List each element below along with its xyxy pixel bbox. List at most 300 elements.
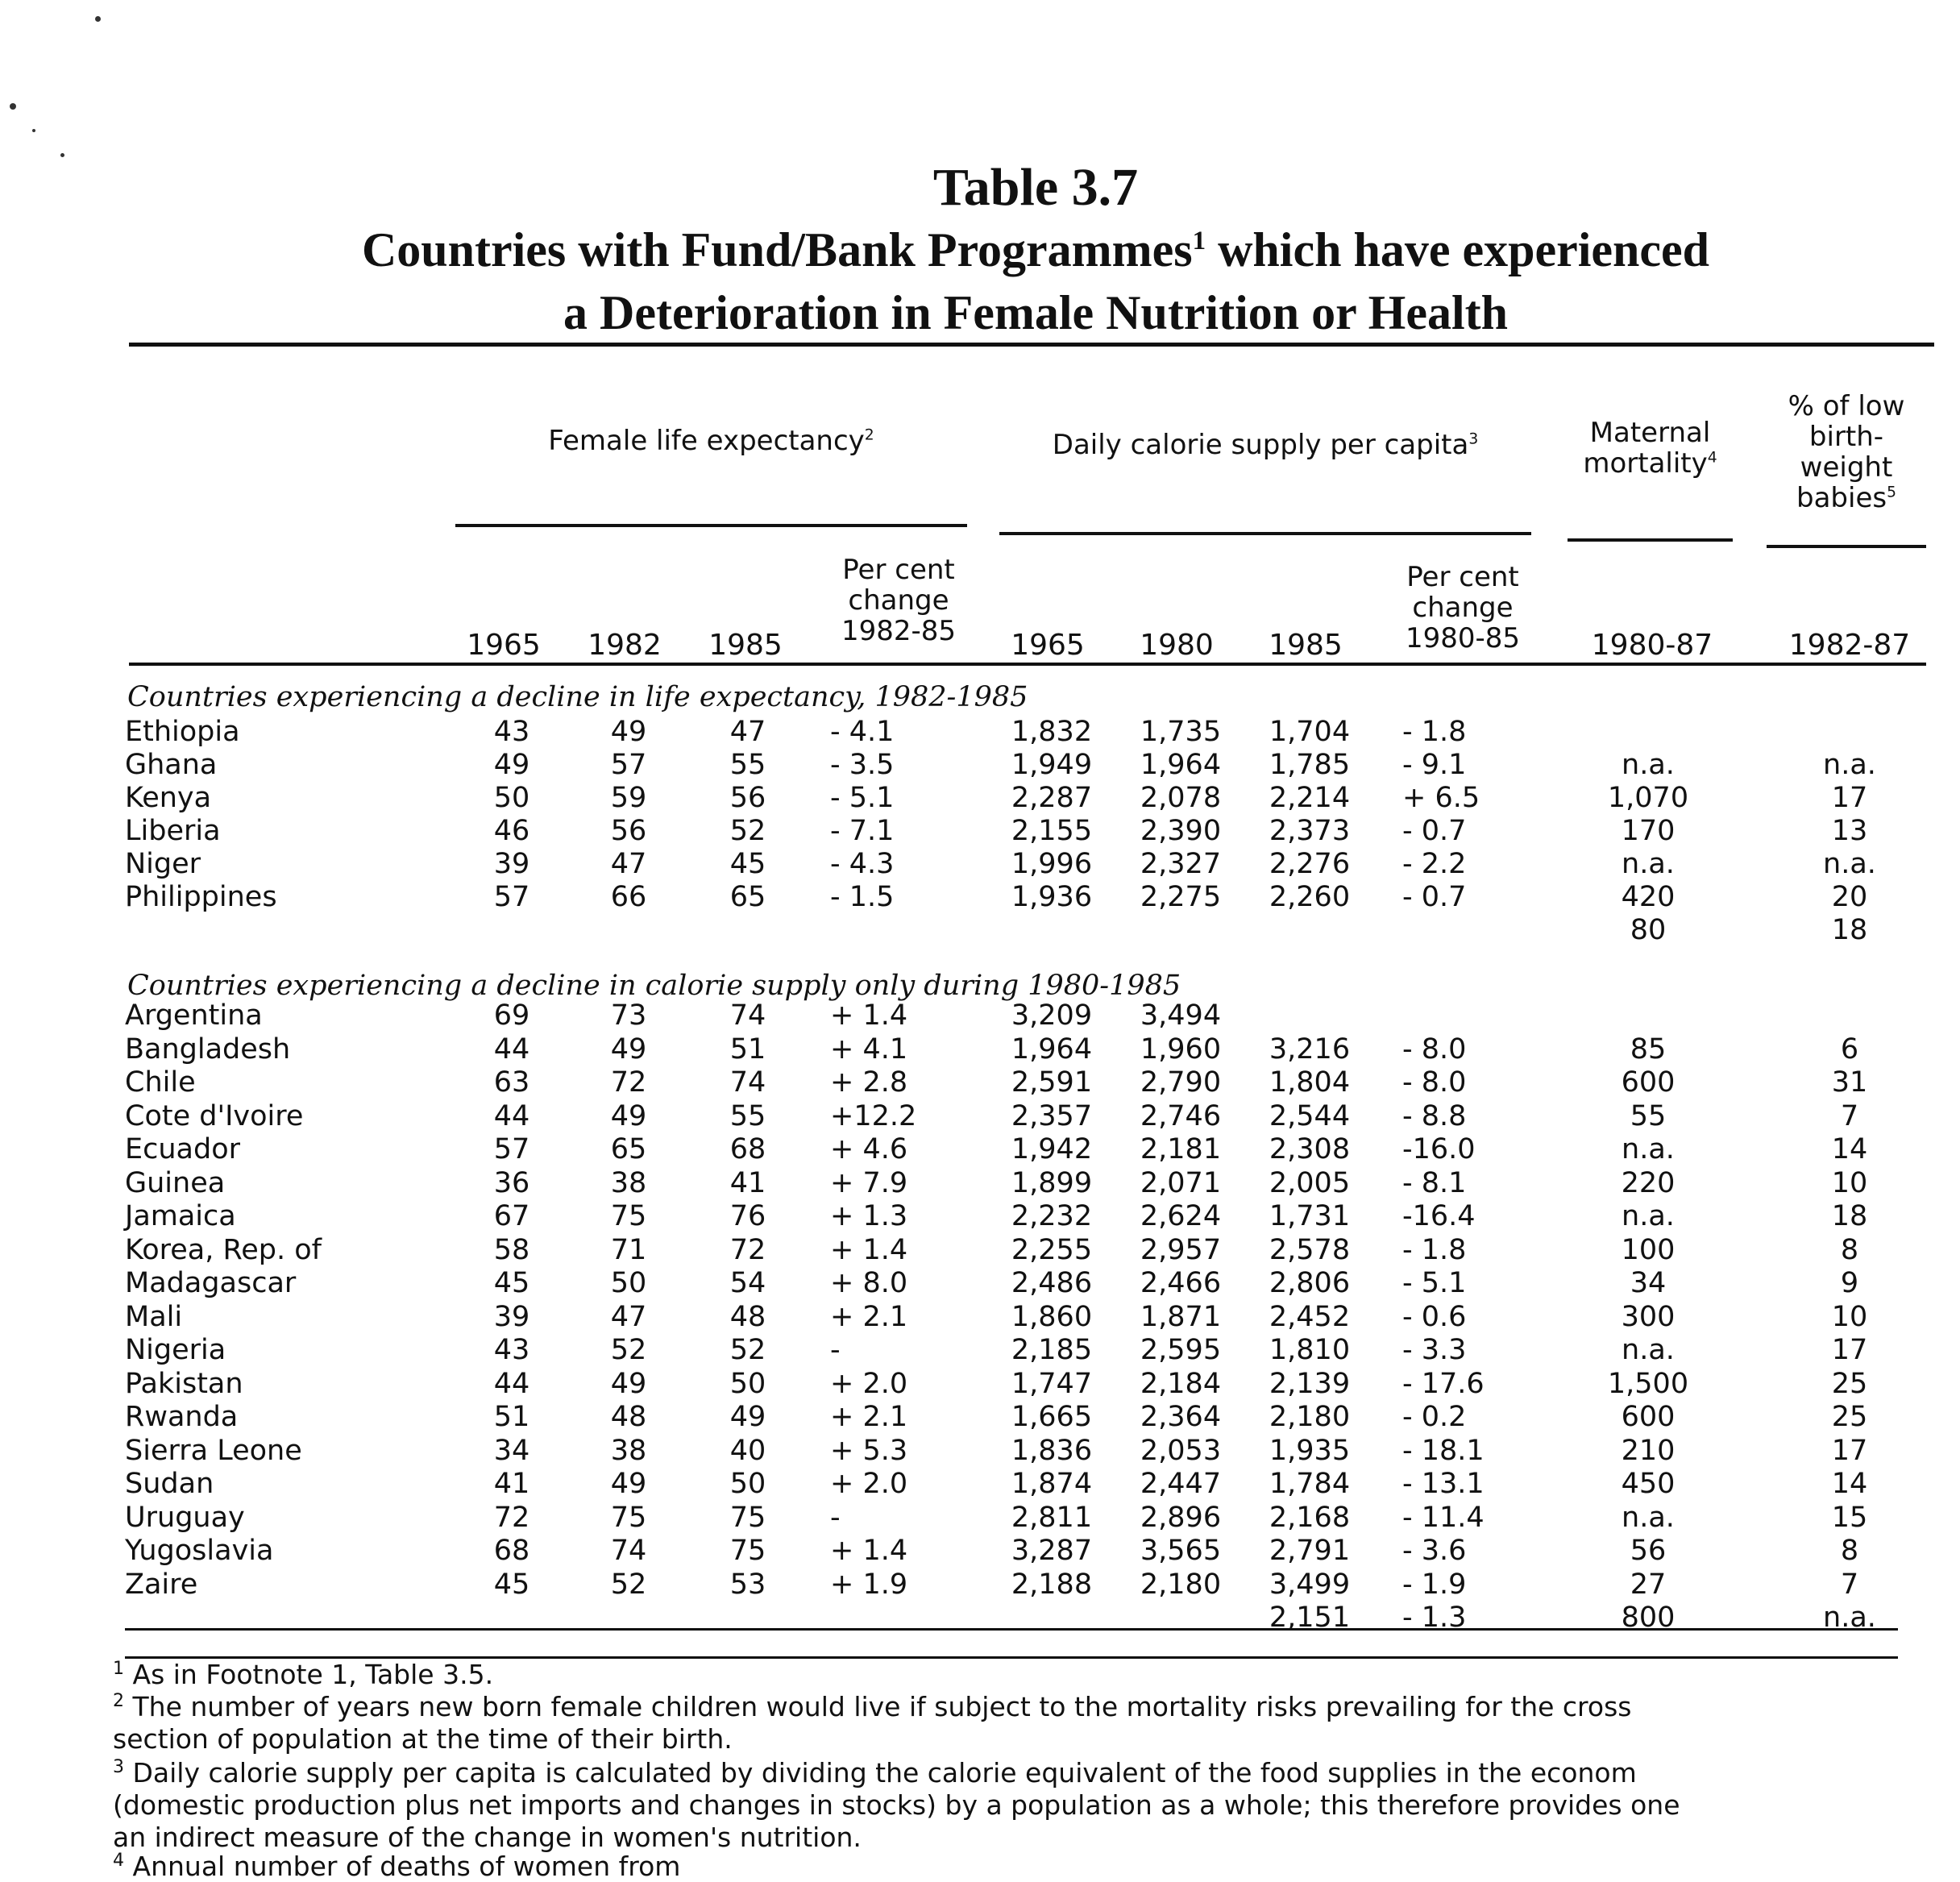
cell-cal-1965: 1,949 [1011, 749, 1093, 781]
cell-cal-1965: 1,996 [1011, 848, 1093, 880]
title-line-1: Countries with Fund/Bank Programmes$^1$ which have experienced [361, 223, 1710, 276]
cell-cal-1965: 1,665 [1011, 1401, 1093, 1433]
cell-cal-1985: 1,704 [1269, 716, 1351, 748]
cell-cal-1985: 1,810 [1269, 1334, 1351, 1366]
cell-cal-1965: 2,591 [1011, 1066, 1093, 1099]
top-rule [129, 343, 1934, 347]
cell-life-1985: 53 [729, 1568, 766, 1601]
cell-life-1982: 48 [610, 1401, 647, 1433]
cell-cal-1965: 1,936 [1011, 881, 1093, 913]
cell-cal-1980: 2,957 [1140, 1233, 1222, 1266]
cell-life-1985: 51 [729, 1032, 766, 1066]
cell-life-1982: 52 [610, 1568, 647, 1601]
group-rule-calorie [999, 532, 1531, 535]
header-rule [129, 663, 1926, 666]
cell-life-pct: + 2.0 [830, 1367, 908, 1400]
country-name: Korea, Rep. of [125, 1233, 322, 1266]
cell-cal-1965: 1,899 [1011, 1166, 1093, 1199]
cell-life-1982: 49 [610, 716, 647, 748]
cell-cal-1965: 1,836 [1011, 1434, 1093, 1467]
cell-life-1982: 56 [610, 815, 647, 847]
cell-life-pct: - 3.5 [830, 749, 895, 781]
country-name: Chile [125, 1066, 196, 1099]
cell-cal-pct: - 13.1 [1402, 1468, 1485, 1500]
cell-cal-1965: 1,860 [1011, 1300, 1093, 1333]
cell-cal-1985: 1,785 [1269, 749, 1351, 781]
cell-life-1965: 45 [493, 1568, 530, 1601]
cell-cal-pct: - 3.3 [1402, 1334, 1467, 1366]
cell-cal-1980: 2,896 [1140, 1501, 1222, 1534]
footnote-4: $^4$ Annual number of deaths of women from [113, 1851, 681, 1882]
country-name: Sierra Leone [125, 1434, 302, 1467]
cell-life-pct: - 7.1 [830, 815, 895, 847]
cell-life-1985: 75 [729, 1501, 766, 1534]
cell-cal-1965: 1,874 [1011, 1468, 1093, 1500]
cell-lbw: 6 [1840, 1032, 1859, 1066]
cell-life-pct: + 2.8 [830, 1066, 908, 1099]
cell-life-1985: 76 [729, 1200, 766, 1232]
cell-lbw: 8 [1840, 1535, 1859, 1567]
cell-life-1965: 49 [493, 749, 530, 781]
year-header-maternal: 1980-87 [1591, 629, 1713, 662]
cell-life-1982: 66 [610, 881, 647, 913]
cell-maternal: 85 [1630, 1032, 1667, 1066]
cell-lbw: n.a. [1823, 848, 1876, 880]
cell-life-1982: 49 [610, 1032, 647, 1066]
cell-life-pct: + 2.1 [830, 1401, 908, 1433]
country-name: Niger [125, 848, 201, 880]
cell-life-1985: 50 [729, 1468, 766, 1500]
cell-life-1982: 38 [610, 1434, 647, 1467]
cell-lbw: 18 [1831, 914, 1868, 946]
cell-life-1965: 69 [493, 999, 530, 1032]
cell-life-1985: 48 [729, 1300, 766, 1333]
cell-life-1985: 74 [729, 999, 766, 1032]
cell-life-1985: 47 [729, 716, 766, 748]
cell-life-1982: 52 [610, 1334, 647, 1366]
cell-cal-1980: 2,184 [1140, 1367, 1222, 1400]
cell-cal-pct: - 18.1 [1402, 1434, 1485, 1467]
cell-life-1965: 44 [493, 1367, 530, 1400]
cell-cal-1985: 3,216 [1269, 1032, 1351, 1066]
cell-cal-1980: 2,275 [1140, 881, 1222, 913]
cell-cal-1980: 2,447 [1140, 1468, 1222, 1500]
cell-cal-1980: 2,053 [1140, 1434, 1222, 1467]
country-name: Liberia [125, 815, 221, 847]
cell-life-1982: 73 [610, 999, 647, 1032]
cell-lbw: 25 [1831, 1367, 1868, 1400]
cell-cal-1980: 2,390 [1140, 815, 1222, 847]
cell-cal-1965: 2,486 [1011, 1267, 1093, 1299]
cell-life-pct: + 1.3 [830, 1200, 908, 1232]
cell-cal-1980: 1,735 [1140, 716, 1222, 748]
cell-cal-pct: - 0.7 [1402, 815, 1467, 847]
cell-life-1982: 72 [610, 1066, 647, 1099]
cell-maternal: 450 [1621, 1468, 1676, 1500]
header-pct-change-calorie: Per cent change 1980-85 [1405, 561, 1521, 654]
cell-life-1985: 52 [729, 815, 766, 847]
cell-life-1965: 57 [493, 1133, 530, 1165]
cell-life-1965: 39 [493, 848, 530, 880]
cell-maternal: 300 [1621, 1300, 1676, 1333]
cell-cal-1980: 2,078 [1140, 782, 1222, 814]
cell-life-1982: 75 [610, 1501, 647, 1534]
cell-cal-1965: 2,357 [1011, 1099, 1093, 1132]
cell-life-1985: 65 [729, 881, 766, 913]
cell-cal-pct: - 5.1 [1402, 1267, 1467, 1299]
cell-cal-1980: 1,960 [1140, 1032, 1222, 1066]
cell-life-pct: + 8.0 [830, 1267, 908, 1299]
cell-cal-1985: 1,784 [1269, 1468, 1351, 1500]
cell-life-pct: + 1.4 [830, 1233, 908, 1266]
country-name: Ghana [125, 749, 218, 781]
cell-cal-1985: 2,151 [1269, 1602, 1351, 1634]
cell-cal-1965: 2,232 [1011, 1200, 1093, 1232]
cell-lbw: n.a. [1823, 749, 1876, 781]
title-line-2: a Deterioration in Female Nutrition or Health [563, 286, 1508, 339]
cell-cal-pct: - 0.6 [1402, 1300, 1467, 1333]
cell-life-pct: + 2.1 [830, 1300, 908, 1333]
table-title [121, 157, 1950, 344]
cell-cal-1985: 2,005 [1269, 1166, 1351, 1199]
cell-cal-1965: 3,209 [1011, 999, 1093, 1032]
country-name: Jamaica [125, 1200, 236, 1232]
cell-maternal: 600 [1621, 1401, 1676, 1433]
cell-cal-pct: - 8.8 [1402, 1099, 1467, 1132]
year-header-life-1965: 1965 [467, 629, 541, 662]
cell-cal-pct: + 6.5 [1402, 782, 1480, 814]
cell-cal-1965: 2,185 [1011, 1334, 1093, 1366]
cell-cal-1980: 2,746 [1140, 1099, 1222, 1132]
cell-maternal: 80 [1630, 914, 1667, 946]
cell-life-pct: +12.2 [830, 1099, 917, 1132]
cell-maternal: n.a. [1622, 749, 1675, 781]
country-name: Zaire [125, 1568, 198, 1601]
cell-cal-1965: 1,747 [1011, 1367, 1093, 1400]
cell-cal-1985: 2,276 [1269, 848, 1351, 880]
cell-lbw: 31 [1831, 1066, 1868, 1099]
scan-speck [95, 16, 101, 22]
cell-life-1985: 54 [729, 1267, 766, 1299]
cell-life-1985: 40 [729, 1434, 766, 1467]
cell-cal-pct: - 1.8 [1402, 716, 1467, 748]
cell-life-1965: 43 [493, 716, 530, 748]
cell-cal-pct: - 1.8 [1402, 1233, 1467, 1266]
scan-speck [60, 153, 64, 157]
cell-cal-1965: 2,155 [1011, 815, 1093, 847]
cell-life-1982: 49 [610, 1468, 647, 1500]
cell-cal-1985: 2,544 [1269, 1099, 1351, 1132]
cell-life-1965: 63 [493, 1066, 530, 1099]
section-title-calorie-decline: Countries experiencing a decline in calorie supply only during 1980-1985 [127, 970, 1181, 1002]
cell-life-1982: 59 [610, 782, 647, 814]
cell-life-1982: 71 [610, 1233, 647, 1266]
cell-cal-pct: - 0.7 [1402, 881, 1467, 913]
cell-cal-1985: 1,935 [1269, 1434, 1351, 1467]
country-name: Rwanda [125, 1401, 239, 1433]
footnote-3-cont-2: an indirect measure of the change in women's nutrition. [113, 1822, 862, 1853]
cell-lbw: 17 [1831, 782, 1868, 814]
cell-life-1965: 44 [493, 1099, 530, 1132]
cell-lbw: 18 [1831, 1200, 1868, 1232]
cell-life-pct: - 1.5 [830, 881, 895, 913]
header-female-life-expectancy: Female life expectancy$^2$ [548, 425, 874, 457]
cell-cal-1985: 2,791 [1269, 1535, 1351, 1567]
cell-lbw: 15 [1831, 1501, 1868, 1534]
country-name: Bangladesh [125, 1032, 291, 1066]
cell-cal-pct: - 1.3 [1402, 1602, 1467, 1634]
group-rule-life [455, 524, 967, 527]
cell-cal-pct: - 9.1 [1402, 749, 1467, 781]
country-name: Argentina [125, 999, 263, 1032]
cell-cal-pct: - 11.4 [1402, 1501, 1485, 1534]
cell-life-1985: 75 [729, 1535, 766, 1567]
cell-cal-1980: 3,494 [1140, 999, 1222, 1032]
cell-lbw: 7 [1840, 1568, 1859, 1601]
cell-cal-pct: - 17.6 [1402, 1367, 1485, 1400]
cell-lbw: 9 [1840, 1267, 1859, 1299]
country-name: Mali [125, 1300, 183, 1333]
cell-life-1965: 34 [493, 1434, 530, 1467]
cell-cal-1980: 2,181 [1140, 1133, 1222, 1165]
cell-cal-1980: 2,595 [1140, 1334, 1222, 1366]
cell-maternal: 170 [1621, 815, 1676, 847]
cell-maternal: 1,070 [1607, 782, 1689, 814]
cell-life-pct: + 5.3 [830, 1434, 908, 1467]
cell-life-1965: 72 [493, 1501, 530, 1534]
cell-cal-1985: 2,180 [1269, 1401, 1351, 1433]
cell-life-pct: + 2.0 [830, 1468, 908, 1500]
cell-cal-1985: 2,260 [1269, 881, 1351, 913]
footnote-1: $^1$ As in Footnote 1, Table 3.5. [113, 1659, 494, 1690]
footnote-3-cont: (domestic production plus net imports and changes in stocks) by a population as a whole; this therefore provides one [113, 1789, 1680, 1821]
header-low-birth-weight: % of low birth- weight babies$^5$ [1788, 390, 1905, 514]
cell-life-pct: + 4.6 [830, 1133, 908, 1165]
cell-cal-pct: - 8.0 [1402, 1032, 1467, 1066]
footnote-2: $^2$ The number of years new born female children would live if subject to the mortality risks prevailing for the cross [113, 1691, 1632, 1722]
cell-life-pct: - 5.1 [830, 782, 895, 814]
header-daily-calorie-supply: Daily calorie supply per capita$^3$ [1052, 429, 1479, 461]
cell-life-1965: 45 [493, 1267, 530, 1299]
cell-maternal: n.a. [1622, 848, 1675, 880]
cell-cal-pct: - 3.6 [1402, 1535, 1467, 1567]
cell-cal-1985: 2,214 [1269, 782, 1351, 814]
cell-life-1985: 45 [729, 848, 766, 880]
cell-life-1982: 49 [610, 1099, 647, 1132]
cell-maternal: n.a. [1622, 1133, 1675, 1165]
cell-maternal: n.a. [1622, 1334, 1675, 1366]
cell-cal-1980: 3,565 [1140, 1535, 1222, 1567]
year-header-cal-1980: 1980 [1140, 629, 1214, 662]
cell-cal-1965: 2,811 [1011, 1501, 1093, 1534]
cell-cal-1980: 2,364 [1140, 1401, 1222, 1433]
cell-cal-1965: 1,942 [1011, 1133, 1093, 1165]
cell-maternal: 220 [1621, 1166, 1676, 1199]
cell-life-1982: 75 [610, 1200, 647, 1232]
cell-cal-1965: 2,287 [1011, 782, 1093, 814]
cell-life-pct: - [830, 1334, 841, 1366]
cell-life-pct: - 4.3 [830, 848, 895, 880]
cell-cal-pct: - 1.9 [1402, 1568, 1467, 1601]
cell-life-1985: 68 [729, 1133, 766, 1165]
cell-life-1985: 52 [729, 1334, 766, 1366]
cell-cal-1985: 2,139 [1269, 1367, 1351, 1400]
cell-cal-1985: 1,804 [1269, 1066, 1351, 1099]
cell-cal-pct: -16.0 [1402, 1133, 1476, 1165]
cell-maternal: 100 [1621, 1233, 1676, 1266]
cell-life-1985: 50 [729, 1367, 766, 1400]
scan-speck [10, 103, 16, 110]
cell-cal-1980: 2,790 [1140, 1066, 1222, 1099]
cell-cal-1965: 3,287 [1011, 1535, 1093, 1567]
cell-life-1965: 43 [493, 1334, 530, 1366]
cell-maternal: 56 [1630, 1535, 1667, 1567]
group-rule-lbw [1767, 545, 1926, 548]
cell-life-1965: 41 [493, 1468, 530, 1500]
cell-cal-1965: 2,188 [1011, 1568, 1093, 1601]
country-name: Madagascar [125, 1267, 297, 1299]
cell-lbw: 14 [1831, 1133, 1868, 1165]
cell-maternal: 55 [1630, 1099, 1667, 1132]
country-name: Kenya [125, 782, 212, 814]
cell-cal-1985: 2,578 [1269, 1233, 1351, 1266]
cell-cal-pct: -16.4 [1402, 1200, 1476, 1232]
cell-cal-1985: 3,499 [1269, 1568, 1351, 1601]
cell-life-1965: 36 [493, 1166, 530, 1199]
cell-life-pct: - [830, 1501, 841, 1534]
cell-cal-1985: 2,452 [1269, 1300, 1351, 1333]
cell-cal-1985: 1,731 [1269, 1200, 1351, 1232]
cell-lbw: 7 [1840, 1099, 1859, 1132]
header-maternal-mortality: Maternal mortality$^4$ [1583, 417, 1717, 480]
year-header-life-1985: 1985 [708, 629, 783, 662]
cell-life-1982: 38 [610, 1166, 647, 1199]
cell-life-1985: 55 [729, 749, 766, 781]
section-title-life-decline: Countries experiencing a decline in life expectancy, 1982-1985 [127, 681, 1028, 713]
country-name: Ecuador [125, 1133, 241, 1165]
cell-life-1982: 57 [610, 749, 647, 781]
cell-life-pct: + 1.9 [830, 1568, 908, 1601]
cell-lbw: 17 [1831, 1334, 1868, 1366]
cell-life-1965: 67 [493, 1200, 530, 1232]
cell-maternal: 420 [1621, 881, 1676, 913]
year-header-cal-1965: 1965 [1011, 629, 1085, 662]
cell-cal-1965: 1,832 [1011, 716, 1093, 748]
cell-life-1965: 39 [493, 1300, 530, 1333]
cell-maternal: 34 [1630, 1267, 1667, 1299]
cell-maternal: 600 [1621, 1066, 1676, 1099]
header-pct-change-life: Per cent change 1982-85 [841, 554, 957, 647]
cell-lbw: 10 [1831, 1300, 1868, 1333]
cell-cal-1980: 2,466 [1140, 1267, 1222, 1299]
cell-lbw: 10 [1831, 1166, 1868, 1199]
cell-lbw: 25 [1831, 1401, 1868, 1433]
cell-maternal: n.a. [1622, 1501, 1675, 1534]
footnote-3: $^3$ Daily calorie supply per capita is calculated by dividing the calorie equivalent of the food supplies in the econom [113, 1757, 1637, 1789]
cell-life-1965: 50 [493, 782, 530, 814]
year-header-cal-1985: 1985 [1269, 629, 1343, 662]
cell-cal-1965: 1,964 [1011, 1032, 1093, 1066]
cell-lbw: 13 [1831, 815, 1868, 847]
cell-cal-pct: - 8.1 [1402, 1166, 1467, 1199]
group-rule-maternal [1568, 538, 1733, 542]
cell-life-1985: 49 [729, 1401, 766, 1433]
cell-life-1985: 41 [729, 1166, 766, 1199]
cell-life-1982: 49 [610, 1367, 647, 1400]
country-name: Cote d'Ivoire [125, 1099, 304, 1132]
cell-cal-1985: 2,168 [1269, 1501, 1351, 1534]
cell-life-1982: 50 [610, 1267, 647, 1299]
country-name: Yugoslavia [125, 1535, 274, 1567]
cell-lbw: 20 [1831, 881, 1868, 913]
cell-lbw: 8 [1840, 1233, 1859, 1266]
country-name: Philippines [125, 881, 277, 913]
country-name: Uruguay [125, 1501, 245, 1534]
cell-life-1982: 65 [610, 1133, 647, 1165]
cell-life-1965: 51 [493, 1401, 530, 1433]
cell-life-1985: 56 [729, 782, 766, 814]
cell-cal-1980: 2,071 [1140, 1166, 1222, 1199]
cell-life-1965: 44 [493, 1032, 530, 1066]
footnote-2-cont: section of population at the time of their birth. [113, 1723, 733, 1755]
cell-cal-1985: 2,308 [1269, 1133, 1351, 1165]
cell-cal-1985: 2,373 [1269, 815, 1351, 847]
cell-cal-1980: 1,871 [1140, 1300, 1222, 1333]
cell-life-1985: 74 [729, 1066, 766, 1099]
cell-cal-1965: 2,255 [1011, 1233, 1093, 1266]
cell-life-1982: 47 [610, 1300, 647, 1333]
year-header-life-1982: 1982 [588, 629, 662, 662]
cell-lbw: 14 [1831, 1468, 1868, 1500]
cell-cal-pct: - 0.2 [1402, 1401, 1467, 1433]
country-name: Nigeria [125, 1334, 226, 1366]
cell-life-1985: 72 [729, 1233, 766, 1266]
cell-cal-pct: - 8.0 [1402, 1066, 1467, 1099]
cell-lbw: n.a. [1823, 1602, 1876, 1634]
cell-life-pct: + 4.1 [830, 1032, 908, 1066]
cell-maternal: 800 [1621, 1602, 1676, 1634]
cell-cal-1980: 2,180 [1140, 1568, 1222, 1601]
cell-life-pct: - 4.1 [830, 716, 895, 748]
cell-life-1982: 74 [610, 1535, 647, 1567]
cell-cal-pct: - 2.2 [1402, 848, 1467, 880]
cell-life-pct: + 1.4 [830, 999, 908, 1032]
cell-cal-1980: 1,964 [1140, 749, 1222, 781]
cell-maternal: 1,500 [1607, 1367, 1689, 1400]
cell-life-1965: 57 [493, 881, 530, 913]
cell-life-pct: + 1.4 [830, 1535, 908, 1567]
cell-life-1982: 47 [610, 848, 647, 880]
cell-cal-1980: 2,327 [1140, 848, 1222, 880]
scan-speck [32, 129, 35, 132]
cell-life-1965: 46 [493, 815, 530, 847]
cell-maternal: 210 [1621, 1434, 1676, 1467]
cell-life-1965: 58 [493, 1233, 530, 1266]
cell-lbw: 17 [1831, 1434, 1868, 1467]
year-header-lbw: 1982-87 [1788, 629, 1911, 662]
country-name: Pakistan [125, 1367, 243, 1400]
cell-maternal: 27 [1630, 1568, 1667, 1601]
table-number: Table 3.7 [932, 158, 1139, 217]
cell-cal-1985: 2,806 [1269, 1267, 1351, 1299]
country-name: Ethiopia [125, 716, 240, 748]
cell-life-pct: + 7.9 [830, 1166, 908, 1199]
cell-life-1985: 55 [729, 1099, 766, 1132]
cell-life-1965: 68 [493, 1535, 530, 1567]
cell-cal-1980: 2,624 [1140, 1200, 1222, 1232]
country-name: Guinea [125, 1166, 226, 1199]
country-name: Sudan [125, 1468, 214, 1500]
